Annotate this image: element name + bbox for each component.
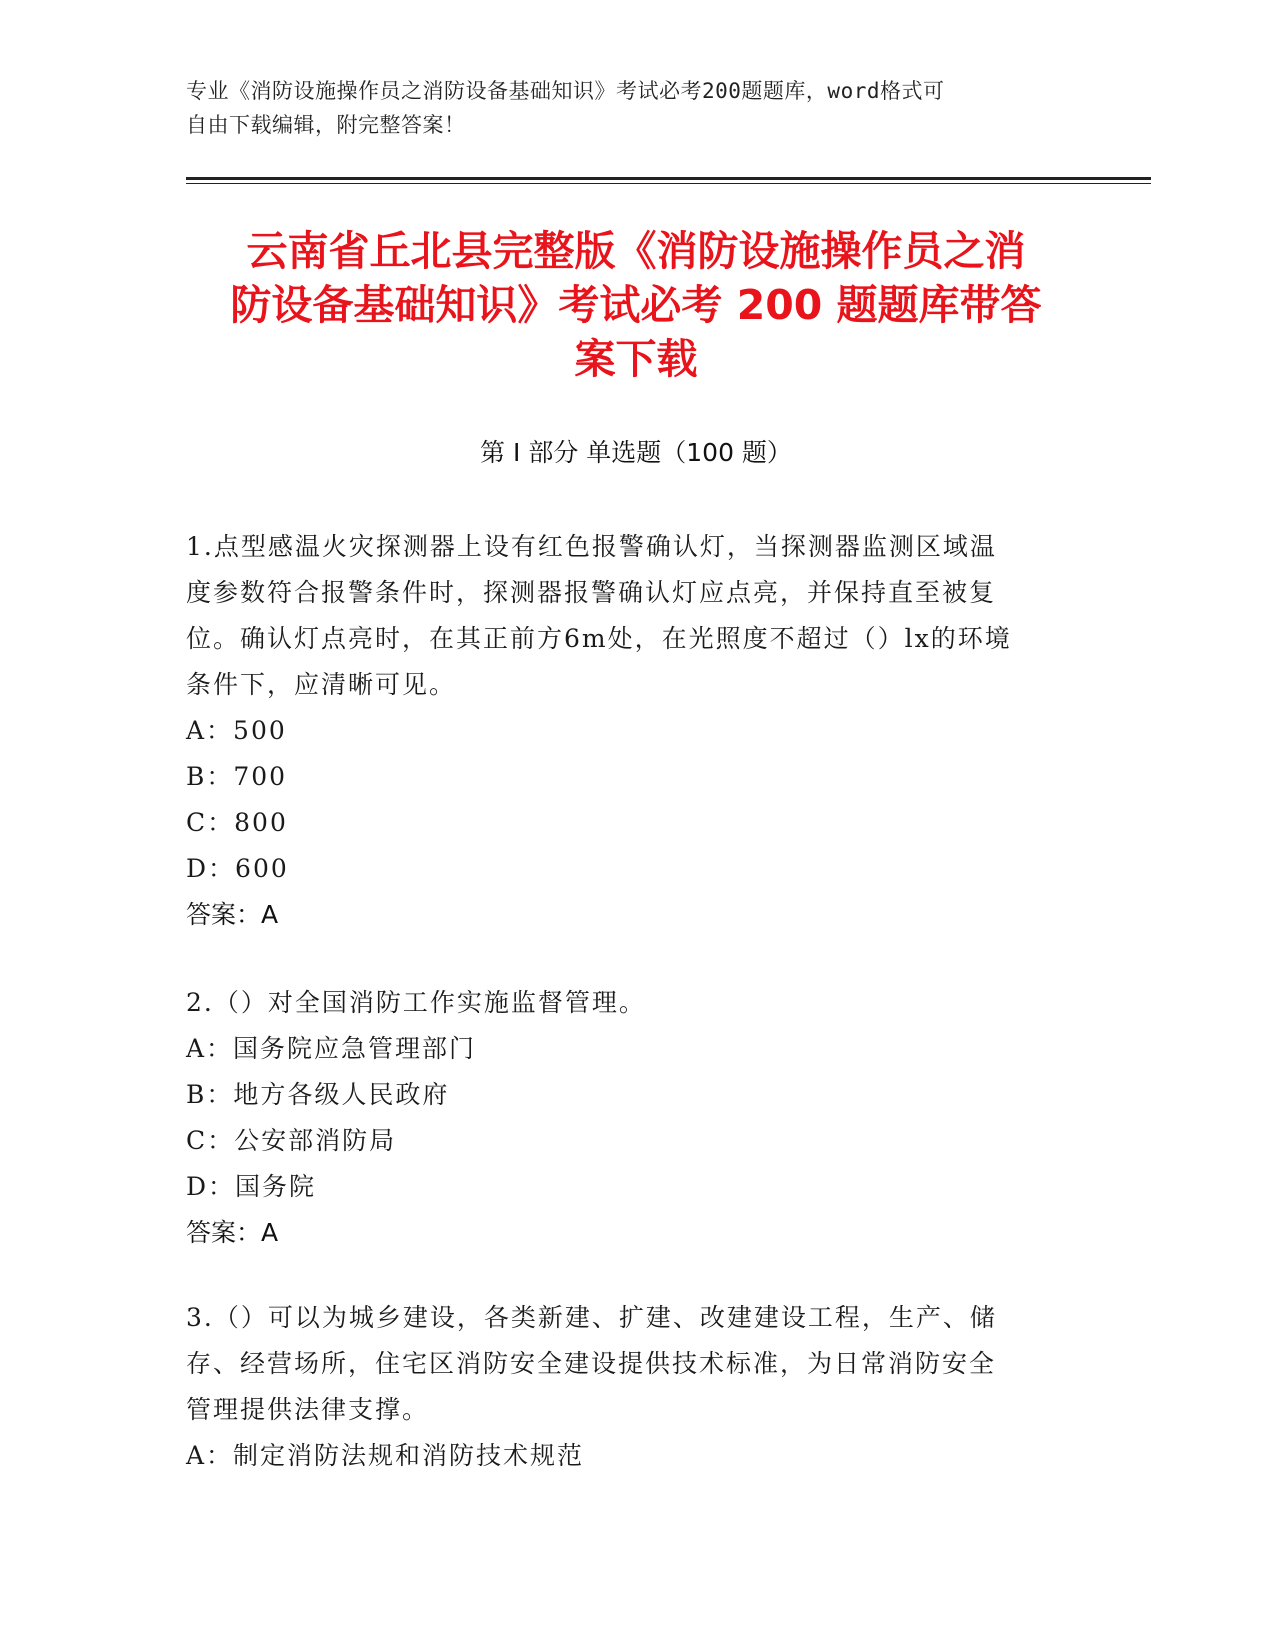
option-b: B：地方各级人民政府 <box>186 1080 450 1109</box>
document-title-line-3: 案下载 <box>574 335 698 383</box>
question-stem-line: 度参数符合报警条件时，探测器报警确认灯应点亮，并保持直至被复 <box>186 578 997 607</box>
question-stem <box>186 980 1086 1026</box>
header-note-line-1: 专业《消防设施操作员之消防设备基础知识》考试必考200题题库，word格式可 <box>186 79 945 103</box>
answer: 答案：A <box>186 1218 279 1247</box>
option-a: A：制定消防法规和消防技术规范 <box>186 1441 585 1470</box>
document-title <box>186 224 1086 386</box>
option-a: A：国务院应急管理部门 <box>186 1034 477 1063</box>
question-stem <box>186 524 1086 708</box>
answer: 答案：A <box>186 900 279 929</box>
question-2 <box>186 980 1086 1256</box>
question-stem-line: 存、经营场所，住宅区消防安全建设提供技术标准，为日常消防安全 <box>186 1349 997 1378</box>
header-note <box>186 74 1066 142</box>
question-stem-line: 1.点型感温火灾探测器上设有红色报警确认灯，当探测器监测区域温 <box>186 532 997 561</box>
document-title-line-2: 防设备基础知识》考试必考 200 题题库带答 <box>230 281 1042 329</box>
option-d: D：600 <box>186 854 289 883</box>
header-divider-thick <box>186 177 1151 180</box>
header-note-line-2: 自由下载编辑，附完整答案！ <box>186 113 466 137</box>
option-a: A：500 <box>186 716 287 745</box>
question-stem-line: 3.（）可以为城乡建设，各类新建、扩建、改建建设工程，生产、储 <box>186 1303 997 1332</box>
question-stem-line: 位。确认灯点亮时，在其正前方6m处，在光照度不超过（）lx的环境 <box>186 624 1012 653</box>
option-b: B：700 <box>186 762 288 791</box>
option-c: C：公安部消防局 <box>186 1126 397 1155</box>
question-stem-line: 管理提供法律支撑。 <box>186 1395 430 1424</box>
question-stem-line: 2.（）对全国消防工作实施监督管理。 <box>186 988 646 1017</box>
option-d: D：国务院 <box>186 1172 317 1201</box>
question-stem-line: 条件下，应清晰可见。 <box>186 670 457 699</box>
section-heading: 第 I 部分 单选题（100 题） <box>480 438 792 467</box>
question-stem <box>186 1295 1086 1433</box>
option-c: C：800 <box>186 808 288 837</box>
header-divider-thin <box>186 183 1151 184</box>
document-title-line-1: 云南省丘北县完整版《消防设施操作员之消 <box>246 227 1026 275</box>
question-3 <box>186 1295 1086 1479</box>
question-1 <box>186 524 1086 938</box>
